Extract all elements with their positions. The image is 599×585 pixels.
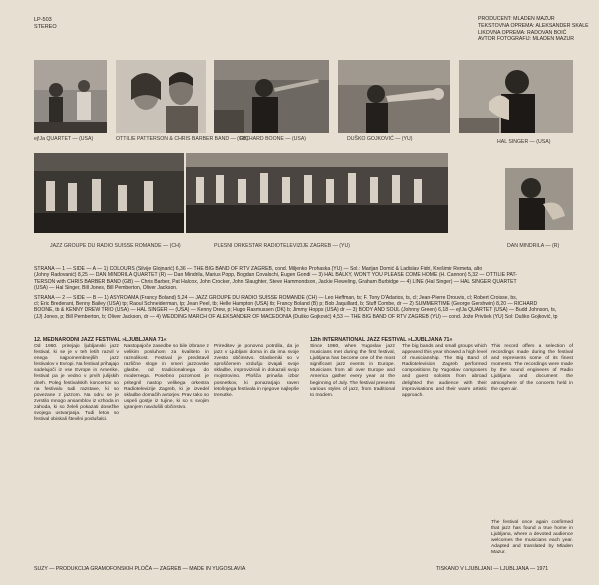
article-col-3: Prireditev je ponovno potrdila, da je jazz v Ljubljani doma in da ima svoje zvesto občinstvo. Glasbeniki so v sproščenem vzdušju izvajali svoje skladbe, improvizirali in dokazali svojo mojstrovino. Plošča prinaša izbor posnetkov, ki ponazarjajo raven letošnjega festivala in njegove najlepše trenutke. xyxy=(214,344,299,398)
credit-photo: AVTOR FOTOGRAFIJ: MLADEN MAZUR xyxy=(478,36,574,43)
credits-block xyxy=(478,16,589,43)
side1-line-2: (Johny Radovanić) 8,25 — DAN MINDRILA QUARTET (R) — Dan Mindrila, Marius Popp, Bogdan Covalschi, Eugen Gondi — 3) HAL BALKY, WON'T YOU PLEASE COME HOME (H. Cannon) 5,32 — OTTILIE PAT- xyxy=(34,272,518,279)
credit-producer: PRODUCENT: MLADEN MAZUR xyxy=(478,16,555,22)
article-col-4: Since 1960, when Yugoslav jazz musicians met during the first festival, Ljubljana has become one of the most significant jazz events in Europe. Musicians from all over Europe and America gather every year at the beginning of July. The festival presents various styles of jazz, from traditional to modern. xyxy=(310,344,395,398)
photo-dusko-gojkovic xyxy=(338,60,450,133)
side1-line-1: STRANA — 1 — SIDE — A — 1) COLOURS (Silvije Glojnarić) 6,36 — THE BIG BAND OF RTV ZAGREB, cond. Miljenko Prohaska (YU) — Sol.: Marijan Domić & Ladislav Fidri, Krešimir Remeta, alto xyxy=(34,266,483,272)
caption-row1-3: RICHARD BOONE — (USA) xyxy=(240,136,307,142)
credit-text: TEKSTOVNA OPREMA: ALEKSANDER SKALE xyxy=(478,22,589,29)
photo-ej-ja-quartet xyxy=(34,60,107,133)
credit-design: LIKOVNA OPREMA: RADOVAN BOIĆ xyxy=(478,29,567,36)
catalog-block xyxy=(34,17,57,31)
caption-row2-2: PLESNI ORKESTAR RADIOTELEVIZIJE ZAGREB — (YU) xyxy=(214,243,350,249)
photo-ottilie-patterson xyxy=(116,60,206,133)
format-label: STEREO xyxy=(34,24,57,30)
photo-plesni-orkestar-zagreb xyxy=(186,153,448,233)
side2-line-4: (JJ) Jones, p; Bill Pemberton, b; Oliver Jackson, dr — 4) WEDDING MARCH OF ALEKSANDER OF MACEDONIA (Duško Gojković) 4,53 — THE BIG BAND OF RTV ZAGREB (YU) — cond. Jože Privšek (YU) Sol: Duško Gojković, tp xyxy=(34,313,558,320)
footer-right: TISKANO V LJUBLJANI — LJUBLJANA — 1971 xyxy=(436,566,549,572)
caption-row2-1: JAZZ GROUPE DU RADIO SUISSE ROMANDE — (CH) xyxy=(50,243,181,249)
caption-row1-2a xyxy=(116,136,248,142)
side1-line-4: (USA) — Hal Singer, Bill Jones, Bill Pemberton, Oliver Jackson. xyxy=(34,285,178,292)
article-col-6: This record offers a selection of recordings made during the festival and represents some of its finest moments. The recordings were made by the sound engineers of Radio Ljubljana and document the atmosphere of the concerts held in the open air. xyxy=(491,344,573,392)
photo-hal-singer xyxy=(459,60,573,133)
article-title-sl: 12. MEDNARODNI JAZZ FESTIVAL »LJUBLJANA 71« xyxy=(34,337,167,343)
photo-jazz-groupe-suisse xyxy=(34,153,184,233)
article-col-7: The festival once again confirmed that jazz has found a true home in Ljubljana, where a devoted audience welcomes the musicians each year. Adapted and translated by Mladen Mazur. xyxy=(491,520,573,556)
caption-row1-2: OTTILIE PATTERSON & CHRIS BARBER BAND — (GB) xyxy=(116,136,249,142)
footer-left: SUZY — PRODUKCIJA GRAMOFONSKIH PLOČA — ZAGREB — MADE IN YUGOSLAVIA xyxy=(34,566,246,572)
caption-row2-3: DAN MINDRILA — (R) xyxy=(507,243,560,249)
caption-row1-1: ej!Ja QUARTET — (USA) xyxy=(34,136,94,142)
side1-line-3: TERSON with CHRIS BARBER BAND (GB) — Chris Barber, Pat Halcox, John Crocker, John Slaughter, Steve Hammondson, Jackie Fleweling, Graham Burbidge — 4) LINE (Hal Singer) — HAL SINGER QUARTET xyxy=(34,278,517,285)
side2-line-3: BOONE, tb & KENNY DREW TRIO (USA) — HAL SINGER — (USA) — Kenny Drew, p; Hugo Rasmussen (DK) b; Jimmy Hopps (USA) dr — 3) BODY AND SOUL (Johnny Green) 6,18 — ej!Ja QUARTET (USA) — Budd Johnson, ts, xyxy=(34,307,557,314)
side2-line-2: cl; Eric Brederant, Benny Bailey (USA) tp; Raoul Schneiderman, tp; Jean Peel, tb; Helle Hampton (USA) tb; Francy Boland (B) p; Bob Jaquillard, b; Stuff Combe, dr — 2) SUMMERTIME (George Gershwin) 8,20 — RICHARD xyxy=(34,301,538,308)
article-col-1: Od 1960. prirejajo ljubljanski jazz festival, ki se je v teh letih razvil v enega najpomembnejših jazz festivalov v Evropi. Na festival prihajajo sodelujoči iz vse Evrope in Amerike, festival pa je vedno v prvih julijskih dneh. Poleg festivalskih koncertov so na festivalu tudi razstave, ki so povezane z jazzom. Na odru se je zvrstilo mnogo ansamblov iz vzhoda in zahoda, ki so želeli pokazati dosežke svojega ustvarjanja. Tudi letos so festival obiskali številni poslušalci. xyxy=(34,344,119,423)
caption-row1-4: DUŠKO GOJKOVIĆ — (YU) xyxy=(347,136,413,142)
side2-line-1: STRANA — 2 — SIDE — B — 1) ASYROAMA (Francy Boland) 5,24 — JAZZ GROUPE DU RADIO SUISSE ROMANDE (CH) — Leo Heffman, ts; F. Tony D'Adarios, ts, cl; Jean-Pierre Drouvis, cl; Robert Croisse, bs, xyxy=(34,294,518,301)
article-col-5: The big bands and small groups which appeared this year showed a high level of musicianship. The Big Band of Radiotelevision Zagreb performed compositions by Yugoslav composers and guest soloists from abroad delighted the audience with their improvisations and their warm artistic approach. xyxy=(402,344,487,398)
catalog-number: LP-503 xyxy=(34,17,52,23)
photo-richard-boone xyxy=(214,60,329,133)
photo-dan-mindrila xyxy=(505,168,573,230)
article-col-2: Nastopajoče zasedbe so bile izbrane z velikim posluhom za kvaliteto in raznolikost. Festival je predstavil različne sloge in smeri jazzovske glasbe, od tradicionalnega do modernega. Posebno pozornost je pritegnil nastop velikega orkestra Radiotelevizije Zagreb, ki je izvedel skladbe domačih avtorjev. Prav tako so uspeli gostje iz tujine, ki so s svojim igranjem navdušili občinstvo. xyxy=(124,344,209,410)
track-listing xyxy=(34,266,574,320)
article-title-en: 12th INTERNATIONAL JAZZ FESTIVAL »LJUBLJANA 71« xyxy=(310,337,453,343)
caption-row1-5: HAL SINGER — (USA) xyxy=(497,139,551,145)
